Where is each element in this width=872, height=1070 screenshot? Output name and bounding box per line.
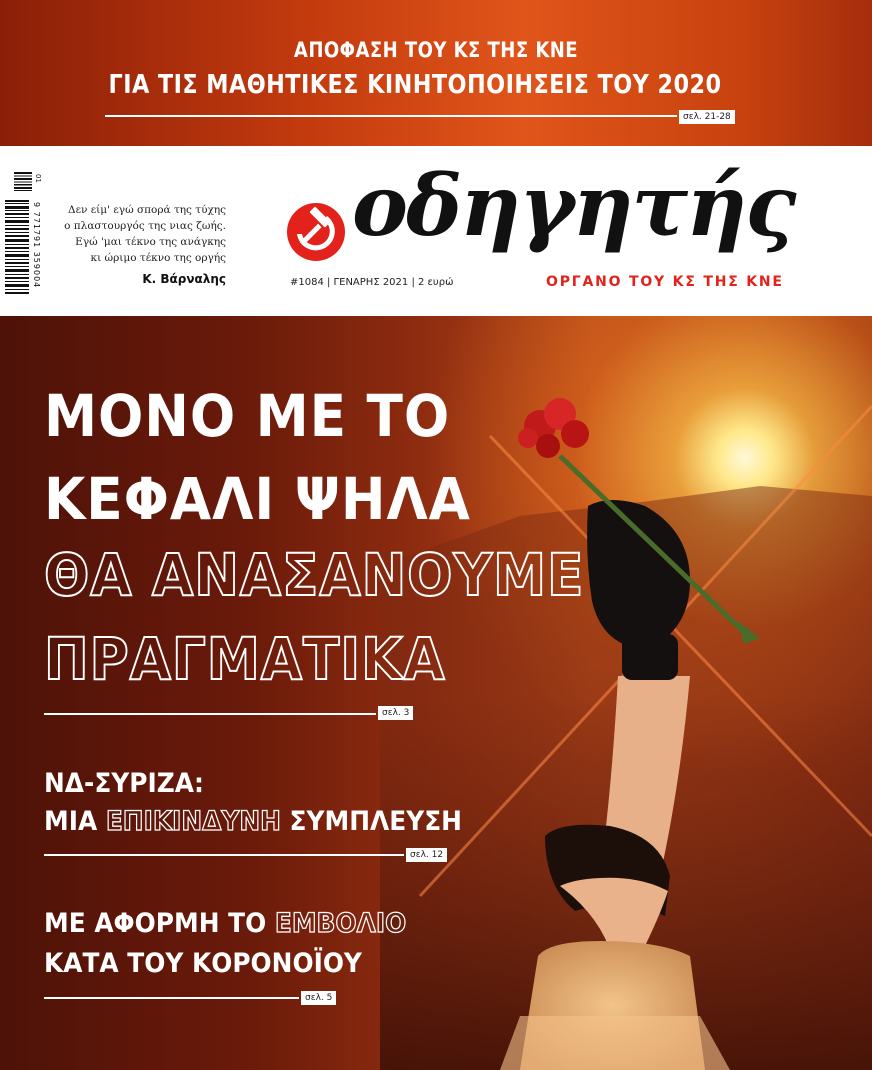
- masthead-tagline: ΟΡΓΑΝΟ ΤΟΥ ΚΣ ΤΗΣ ΚΝΕ: [546, 274, 784, 290]
- barcode-addon: [14, 172, 32, 192]
- cover-photo: [0, 316, 872, 1070]
- story1-text: ΜΙΑ: [44, 806, 106, 837]
- poem-line: Εγώ 'μαι τέκνο της ανάγκης: [75, 236, 226, 248]
- headline-rule: [44, 713, 376, 715]
- banner-page-ref: σελ. 21-28: [679, 110, 735, 124]
- headline-line3: ΘΑ ΑΝΑΣΑΝΟΥΜΕ: [44, 541, 585, 609]
- banner-rule: [105, 115, 677, 117]
- story1-page-ref: σελ. 12: [406, 848, 447, 862]
- story2-text: ΜΕ ΑΦΟΡΜΗ ΤΟ: [44, 908, 275, 939]
- story2-outline-word: ΕΜΒΟΛΙΟ: [274, 908, 407, 939]
- story1-line2: [44, 806, 462, 837]
- barcode-addon-digits: 01: [34, 174, 42, 183]
- story2-page-ref: σελ. 5: [301, 991, 336, 1005]
- story1-line1: ΝΔ-ΣΥΡΙΖΑ:: [44, 768, 204, 799]
- barcode: [5, 200, 29, 296]
- top-banner: [0, 0, 872, 146]
- story2-line1: [44, 908, 406, 939]
- poem-line: ο πλαστουργός της νιας ζωής.: [64, 220, 226, 232]
- headline-line4: ΠΡΑΓΜΑΤΙΚΑ: [44, 625, 446, 693]
- headline-line1: ΜΟΝΟ ΜΕ ΤΟ: [44, 382, 451, 450]
- banner-headline-line1: ΑΠΟΦΑΣΗ ΤΟΥ ΚΣ ΤΗΣ ΚΝΕ: [293, 38, 579, 62]
- story2-rule: [44, 997, 299, 999]
- headline-page-ref: σελ. 3: [378, 706, 413, 720]
- story1-outline-word: ΕΠΙΚΙΝΔΥΝΗ: [105, 806, 281, 837]
- logo-wordmark: οδηγητής: [352, 156, 795, 255]
- story1-text: ΣΥΜΠΛΕΥΣΗ: [280, 806, 462, 837]
- story1-rule: [44, 854, 404, 856]
- issue-info: #1084 | ΓΕΝΑΡΗΣ 2021 | 2 ευρώ: [290, 277, 454, 288]
- barcode-digits: 9 771791 359004: [32, 202, 41, 289]
- poem-line: Δεν είμ' εγώ σπορά της τύχης: [68, 204, 226, 216]
- masthead: [0, 146, 872, 316]
- story2-line2: ΚΑΤΑ ΤΟΥ ΚΟΡΟΝΟΪΟΥ: [44, 948, 362, 979]
- poem-author: Κ. Βάρναλης: [142, 272, 226, 286]
- hammer-sickle-icon: [284, 198, 350, 264]
- headline-line2: ΚΕΦΑΛΙ ΨΗΛΑ: [44, 465, 471, 533]
- poem-quote: [64, 202, 226, 266]
- poem-line: κι ώριμο τέκνο της οργής: [90, 252, 226, 264]
- banner-headline-line2: ΓΙΑ ΤΙΣ ΜΑΘΗΤΙΚΕΣ ΚΙΝΗΤΟΠΟΙΗΣΕΙΣ ΤΟΥ 2020: [108, 70, 722, 100]
